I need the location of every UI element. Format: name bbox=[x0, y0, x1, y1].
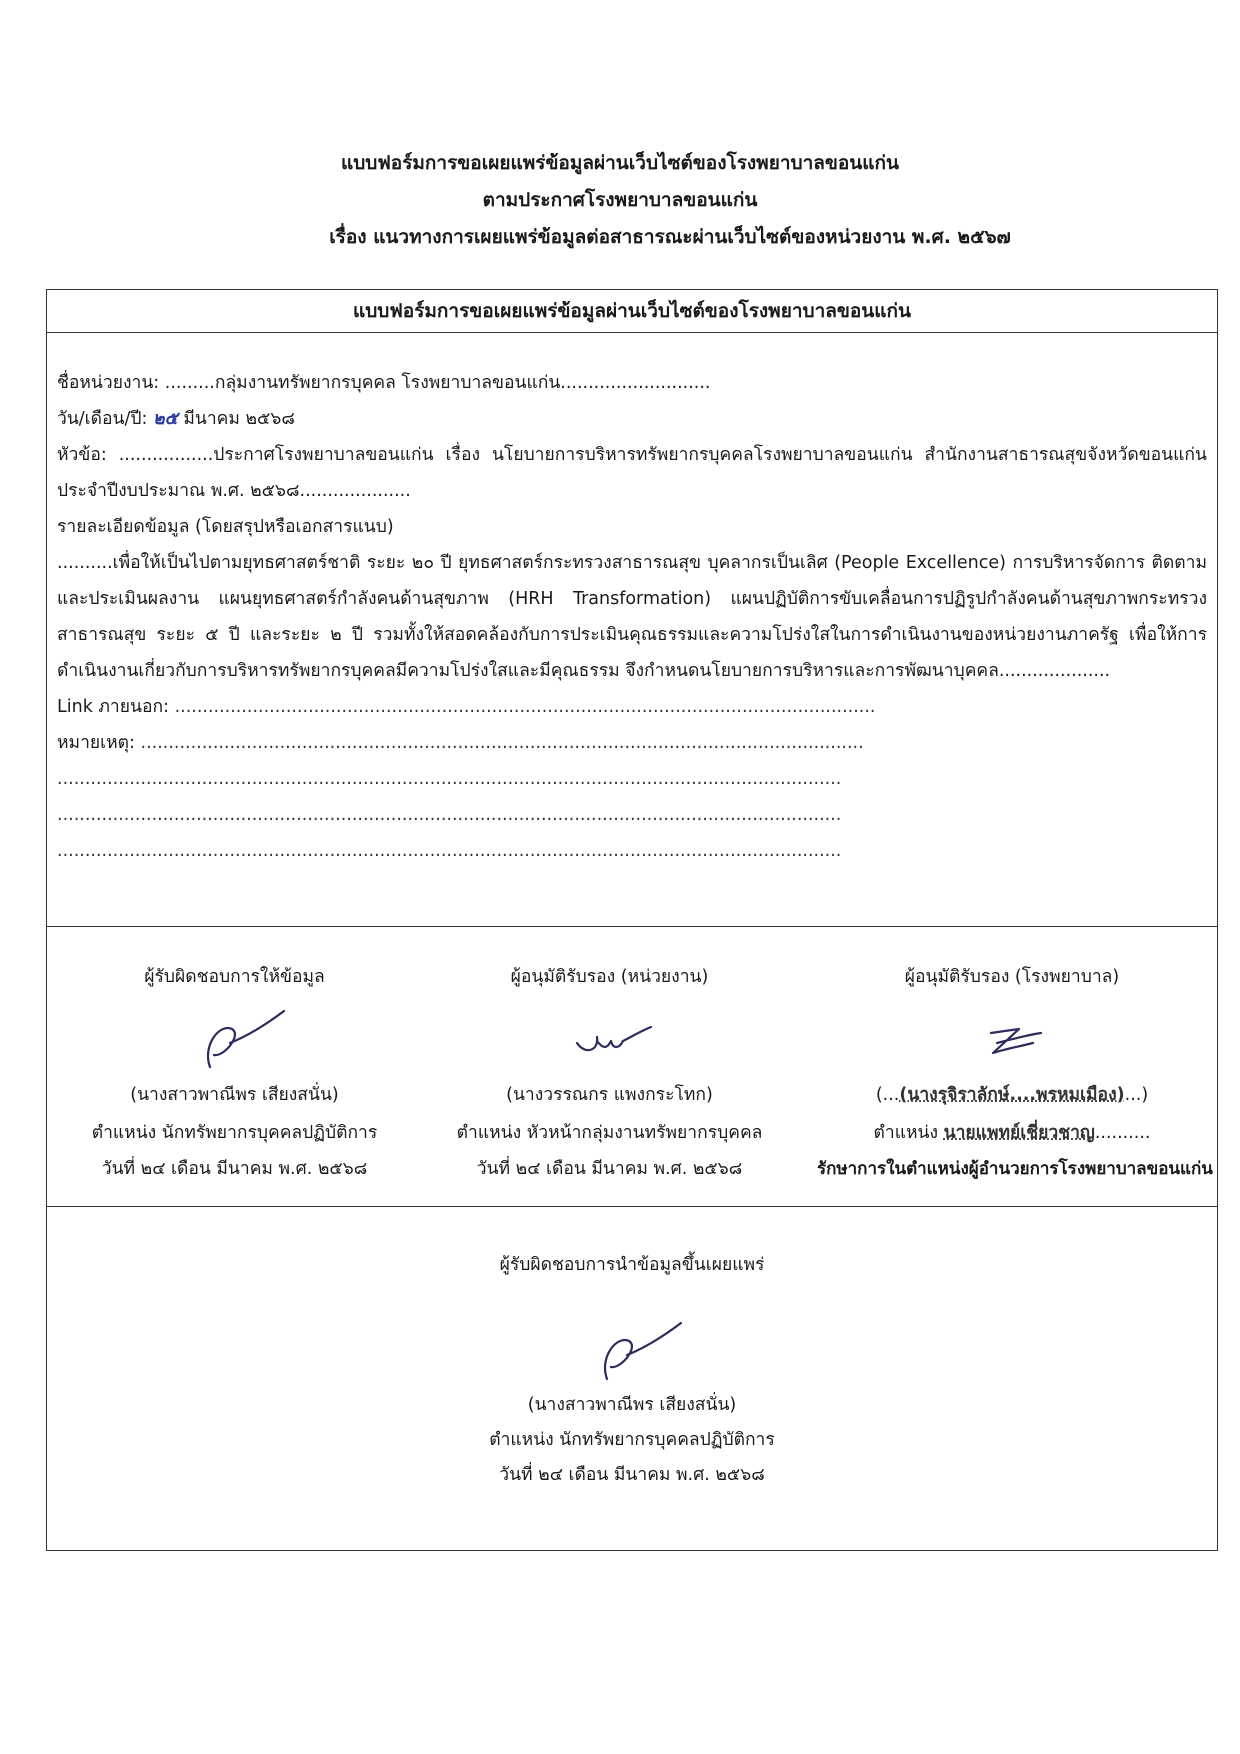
detail-value: ..........เพื่อให้เป็นไปตามยุทธศาสตร์ชาติ ระยะ ๒๐ ปี ยุทธศาสตร์กระทรวงสาธารณสุข บุคลากรเป็นเลิศ (People Excellence) การบริหารจัดการ ติดตามและประเมินผลงาน แผนยุทธศาสตร์กำลังคนด้านสุขภาพ (HRH Transformation) แผนปฏิบัติการขับเคลื่อนการปฏิรูปกำลังคนด้านสุขภาพกระทรวงสาธารณสุข ระยะ ๕ ปี และระยะ ๒ ปี รวมทั้งให้สอดคล้องกับการประเมินคุณธรรมและความโปร่งใสในการดำเนินงานของหน่วยงานภาครัฐ เพื่อให้การดำเนินงานเกี่ยวกับการบริหารทรัพยากรบุคคลมีความโปร่งใสและมีคุณธรรม จึงกำหนดนโยบายการบริหารและการพัฒนาบุคคล.................... bbox=[57, 553, 1207, 681]
note-field bbox=[57, 725, 1207, 761]
signature-role: ผู้รับผิดชอบการให้ข้อมูล bbox=[144, 967, 325, 987]
unit-label: ชื่อหน่วยงาน: bbox=[57, 373, 160, 393]
signature-mark-hospital-approver bbox=[957, 1005, 1067, 1075]
link-label: Link ภายนอก: bbox=[57, 697, 169, 717]
link-value: .............................................................................................................................. bbox=[174, 697, 876, 717]
signature-role: ผู้อนุมัติรับรอง (หน่วยงาน) bbox=[510, 967, 709, 987]
signer-name: (นางสาวพาณีพร เสียงสนั่น) bbox=[130, 1085, 339, 1105]
signer-position: ตำแหน่ง นักทรัพยากรบุคคลปฏิบัติการ bbox=[91, 1123, 378, 1143]
publisher-position: ตำแหน่ง นักทรัพยากรบุคคลปฏิบัติการ bbox=[489, 1430, 775, 1450]
signer-position: ตำแหน่ง หัวหน้ากลุ่มงานทรัพยากรบุคคล bbox=[456, 1123, 763, 1143]
signature-role: ผู้อนุมัติรับรอง (โรงพยาบาล) bbox=[904, 967, 1120, 987]
subject-value: .................ประกาศโรงพยาบาลขอนแก่น เรื่อง นโยบายการบริหารทรัพยากรบุคคลโรงพยาบาลขอนแก่น สำนักงานสาธารณสุขจังหวัดขอนแก่น ประจำปีงบประมาณ พ.ศ. ๒๕๖๘.................... bbox=[57, 445, 1207, 501]
signature-mark-unit-approver bbox=[555, 1005, 665, 1075]
signer-name: (นางวรรณกร แพงกระโทก) bbox=[506, 1085, 713, 1105]
signature-row bbox=[47, 926, 1217, 1207]
signature-block-unit-approver bbox=[422, 927, 797, 1207]
header-title: แบบฟอร์มการขอเผยแพร่ข้อมูลผ่านเว็บไซต์ของโรงพยาบาลขอนแก่น bbox=[340, 152, 900, 174]
name-prefix: (... bbox=[875, 1085, 900, 1105]
signature-block-hospital-approver bbox=[817, 927, 1213, 1207]
name-handwritten: (นางรุจิราลักษ์....พรหมเมือง) bbox=[899, 1085, 1125, 1105]
note-label: หมายเหตุ: bbox=[57, 733, 135, 753]
header-subject: เรื่อง แนวทางการเผยแพร่ข้อมูลต่อสาธารณะผ่านเว็บไซต์ของหน่วยงาน พ.ศ. ๒๕๖๗ bbox=[329, 226, 1011, 248]
publisher-block bbox=[47, 1206, 1217, 1551]
signature-mark-publisher bbox=[577, 1317, 687, 1387]
signer-position bbox=[817, 1115, 1207, 1151]
date-handwritten-day: ๒๕ bbox=[152, 409, 178, 429]
note-line-4: ............................................................................................................................................. bbox=[57, 841, 842, 861]
request-form bbox=[46, 289, 1218, 1551]
signer-date: วันที่ ๒๔ เดือน มีนาคม พ.ศ. ๒๕๖๘ bbox=[476, 1159, 743, 1179]
note-value: .................................................................................................................................. bbox=[140, 733, 864, 753]
signer-date: วันที่ ๒๔ เดือน มีนาคม พ.ศ. ๒๕๖๘ bbox=[101, 1159, 368, 1179]
acting-position-stamp: รักษาการในตำแหน่งผู้อำนวยการโรงพยาบาลขอนแก่น bbox=[817, 1159, 1213, 1179]
date-field bbox=[57, 401, 1207, 437]
form-box-title: แบบฟอร์มการขอเผยแพร่ข้อมูลผ่านเว็บไซต์ของโรงพยาบาลขอนแก่น bbox=[47, 290, 1217, 333]
date-value: มีนาคม ๒๕๖๘ bbox=[183, 409, 295, 429]
note-line-3: ............................................................................................................................................. bbox=[57, 805, 842, 825]
link-field bbox=[57, 689, 1207, 725]
date-label: วัน/เดือน/ปี: bbox=[57, 409, 148, 429]
signature-block-informant bbox=[47, 927, 422, 1207]
header-subtitle: ตามประกาศโรงพยาบาลขอนแก่น bbox=[482, 189, 758, 211]
position-prefix: ตำแหน่ง bbox=[873, 1123, 939, 1143]
signature-mark-informant bbox=[180, 1005, 290, 1075]
note-line-2: ............................................................................................................................................. bbox=[57, 769, 842, 789]
unit-value: .........กลุ่มงานทรัพยากรบุคคล โรงพยาบาลขอนแก่น........................... bbox=[164, 373, 711, 393]
publisher-role: ผู้รับผิดชอบการนำข้อมูลขึ้นเผยแพร่ bbox=[499, 1255, 765, 1275]
subject-label: หัวข้อ: bbox=[57, 445, 107, 465]
publisher-name: (นางสาวพาณีพร เสียงสนั่น) bbox=[527, 1395, 737, 1415]
name-suffix: ...) bbox=[1124, 1085, 1149, 1105]
signer-name bbox=[817, 1077, 1207, 1113]
publisher-date: วันที่ ๒๔ เดือน มีนาคม พ.ศ. ๒๕๖๘ bbox=[499, 1465, 765, 1485]
unit-field bbox=[57, 365, 1207, 401]
position-stamp: นายแพทย์เชี่ยวชาญ bbox=[943, 1123, 1095, 1143]
detail-label: รายละเอียดข้อมูล (โดยสรุปหรือเอกสารแนบ) bbox=[57, 517, 394, 537]
form-fields bbox=[57, 365, 1207, 869]
position-suffix: .......... bbox=[1094, 1123, 1151, 1143]
subject-field bbox=[57, 437, 1207, 509]
document-header bbox=[0, 145, 1240, 256]
